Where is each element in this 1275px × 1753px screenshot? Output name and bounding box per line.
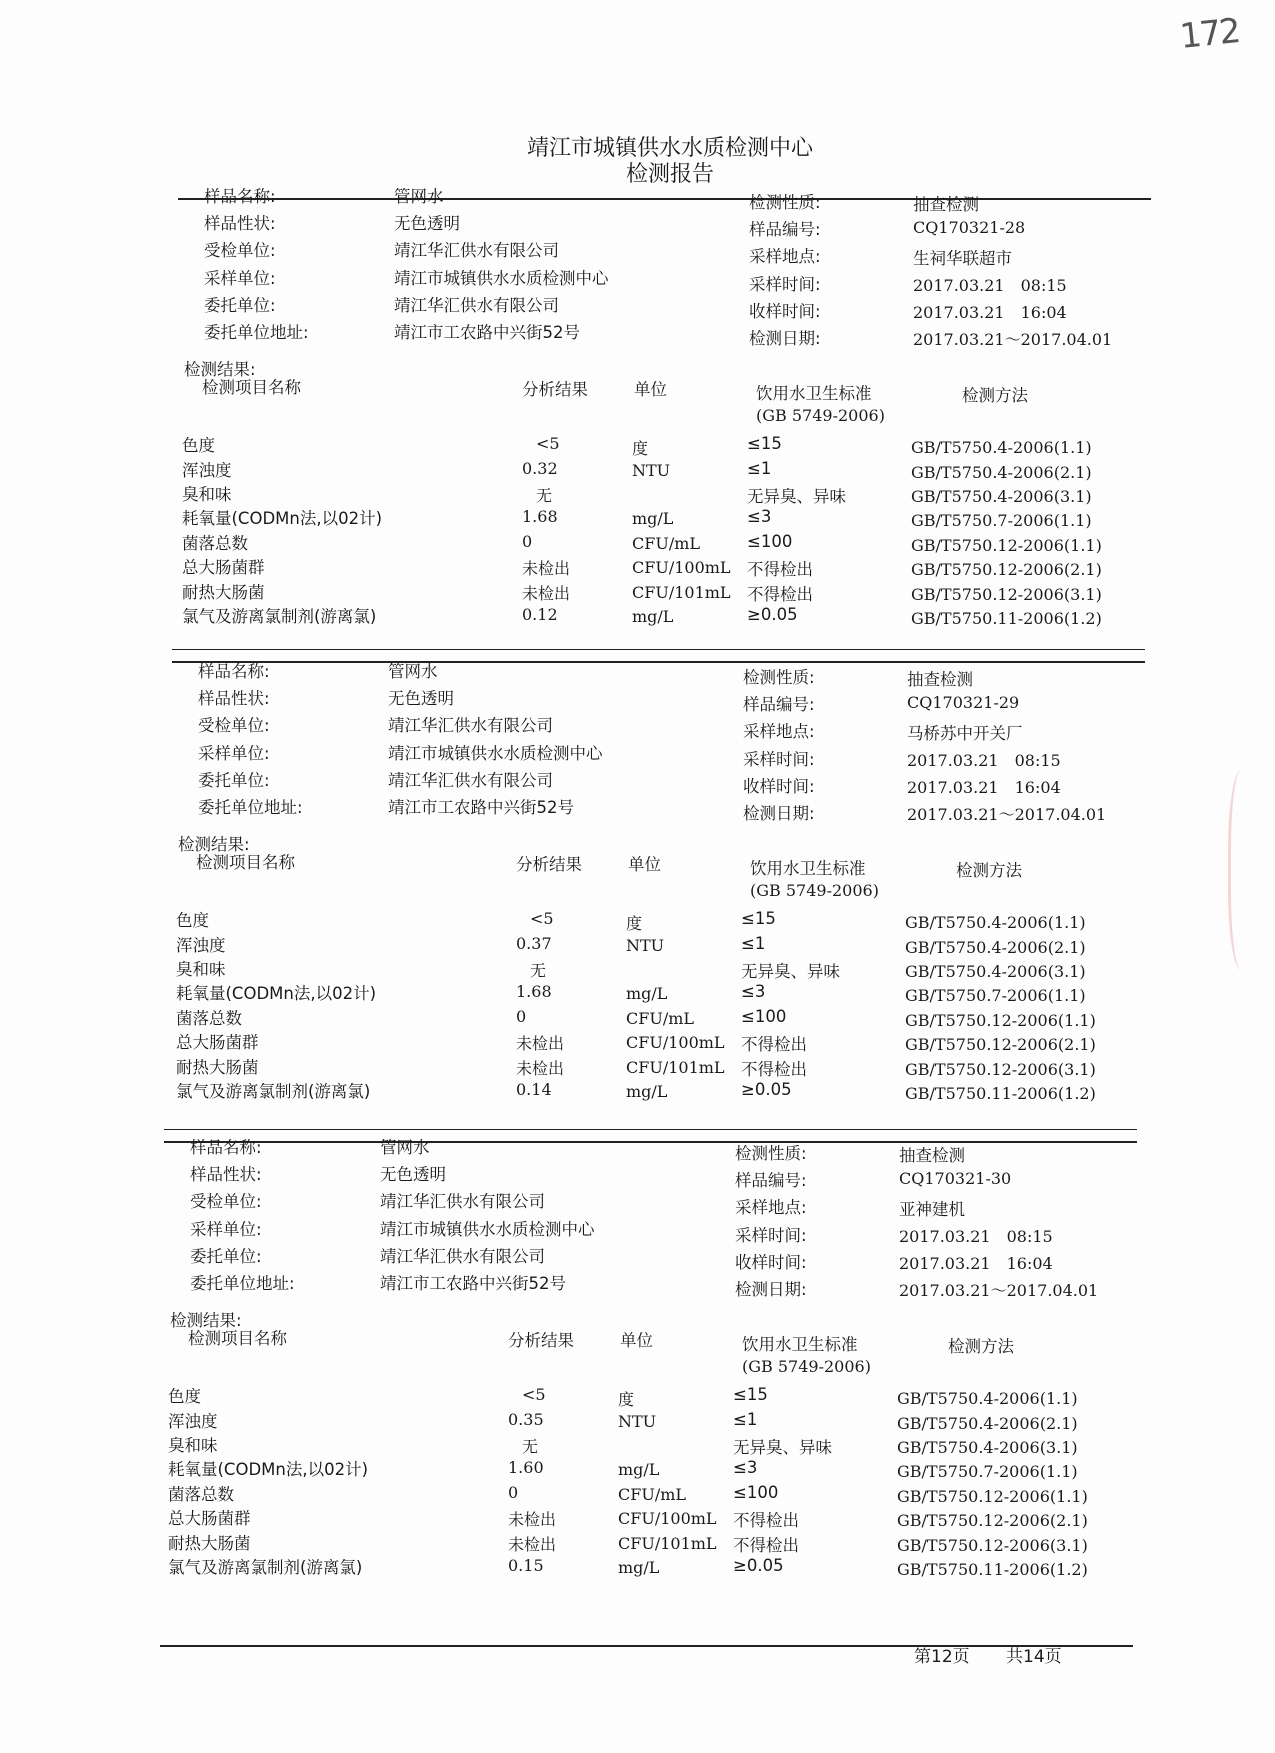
row-std: 不得检出 (741, 1035, 807, 1055)
row-method: GB/T5750.4-2006(3.1) (897, 1438, 1078, 1457)
field-label: 收样时间: (749, 301, 821, 321)
col-header-result: 分析结果 (522, 380, 588, 400)
field-label: 委托单位: (190, 1246, 262, 1266)
row-std: ≤15 (741, 909, 776, 929)
row-result: 0.12 (522, 605, 558, 624)
row-result: 0.37 (516, 933, 552, 953)
col-header-unit: 单位 (628, 855, 661, 875)
row-std: 无异臭、异味 (733, 1438, 832, 1457)
row-unit: CFU/100mL (632, 558, 731, 578)
row-unit: CFU/101mL (626, 1057, 725, 1077)
field-label: 样品性状: (204, 214, 276, 234)
col-header-method: 检测方法 (956, 861, 1022, 881)
row-item: 耐热大肠菌 (182, 582, 265, 602)
field-value-site: 马桥苏中开关厂 (907, 724, 1023, 744)
row-method: GB/T5750.11-2006(1.2) (897, 1560, 1088, 1579)
row-method: GB/T5750.4-2006(1.1) (897, 1389, 1078, 1409)
row-method: GB/T5750.12-2006(1.1) (905, 1010, 1096, 1030)
results-label: 检测结果: (170, 1311, 242, 1331)
row-item: 浑浊度 (168, 1411, 218, 1431)
field-value-test-date: 2017.03.21～2017.04.01 (913, 330, 1113, 349)
field-value-client: 靖江华汇供水有限公司 (388, 770, 553, 790)
row-std: ≤1 (733, 1409, 758, 1429)
field-label: 受检单位: (198, 716, 270, 736)
field-label: 采样单位: (190, 1219, 262, 1239)
report-org-title: 靖江市城镇供水水质检测中心 (526, 136, 813, 161)
row-std: ≤100 (741, 1006, 787, 1026)
field-label: 采样单位: (198, 743, 270, 763)
row-result: 未检出 (508, 1534, 557, 1554)
block-top-rule (172, 661, 1145, 663)
row-result: <5 (522, 1385, 546, 1405)
col-header-result: 分析结果 (516, 855, 582, 875)
field-value-receive-time: 2017.03.21 16:04 (913, 302, 1067, 322)
row-method: GB/T5750.7-2006(1.1) (897, 1462, 1078, 1482)
row-unit: 度 (632, 439, 649, 459)
row-item: 臭和味 (168, 1436, 218, 1455)
field-label: 样品性状: (198, 689, 270, 709)
row-unit: mg/L (626, 984, 668, 1004)
col-header-std: 饮用水卫生标准 (756, 384, 872, 404)
row-std: ≥0.05 (747, 605, 798, 624)
field-label: 收样时间: (743, 776, 815, 796)
field-label: 委托单位: (198, 770, 270, 790)
block-top-rule (164, 1141, 1137, 1143)
row-unit: mg/L (618, 1460, 660, 1480)
row-unit: NTU (626, 935, 665, 955)
footer-page: 第12页 (914, 1647, 970, 1667)
faded-stamp-mark (1228, 770, 1261, 970)
row-unit: CFU/101mL (618, 1533, 717, 1553)
row-result: <5 (530, 909, 554, 929)
row-method: GB/T5750.4-2006(3.1) (911, 487, 1092, 506)
row-unit: 度 (618, 1390, 635, 1410)
field-label: 委托单位地址: (204, 323, 309, 342)
field-label: 受检单位: (190, 1192, 262, 1212)
field-value-nature: 抽查检测 (899, 1146, 965, 1165)
field-value-site: 生祠华联超市 (913, 249, 1012, 269)
field-label: 采样地点: (749, 247, 821, 267)
field-value-sample-no: CQ170321-28 (913, 218, 1026, 238)
row-method: GB/T5750.12-2006(3.1) (897, 1535, 1088, 1555)
col-header-method: 检测方法 (948, 1337, 1014, 1357)
row-result: 未检出 (508, 1510, 557, 1530)
row-result: 0.14 (516, 1080, 552, 1099)
field-label: 样品性状: (190, 1165, 262, 1185)
handwritten-page-number: 172 (1178, 11, 1241, 57)
row-std: 不得检出 (747, 560, 813, 580)
field-label: 采样单位: (204, 268, 276, 288)
field-value-sample-no: CQ170321-29 (907, 693, 1020, 713)
row-item: 氯气及游离氯制剂(游离氯) (168, 1558, 363, 1577)
field-label: 采样时间: (743, 749, 815, 769)
row-item: 菌落总数 (176, 1008, 242, 1028)
field-value-nature: 抽查检测 (907, 670, 973, 689)
field-label: 检测日期: (749, 329, 821, 348)
field-label: 检测日期: (735, 1280, 807, 1299)
row-method: GB/T5750.4-2006(1.1) (905, 913, 1086, 933)
field-value-sampling-unit: 靖江市城镇供水水质检测中心 (388, 743, 603, 763)
row-result: 0 (508, 1482, 519, 1502)
col-header-std-code: (GB 5749-2006) (742, 1357, 871, 1377)
row-std: ≤15 (733, 1385, 768, 1405)
field-label: 采样时间: (735, 1225, 807, 1245)
field-value-sampling-unit: 靖江市城镇供水水质检测中心 (394, 268, 609, 288)
col-header-unit: 单位 (634, 380, 667, 400)
row-result: <5 (536, 434, 560, 454)
row-std: ≤3 (747, 507, 772, 527)
field-value-receive-time: 2017.03.21 16:04 (899, 1253, 1053, 1273)
row-unit: mg/L (632, 607, 674, 626)
col-header-item: 检测项目名称 (188, 1329, 287, 1349)
field-value-client: 靖江华汇供水有限公司 (380, 1246, 545, 1266)
row-method: GB/T5750.7-2006(1.1) (911, 511, 1092, 531)
field-label: 检测日期: (743, 804, 815, 823)
field-label: 样品编号: (743, 695, 815, 715)
row-std: ≤3 (733, 1458, 758, 1478)
field-label: 采样时间: (749, 274, 821, 294)
row-std: 不得检出 (741, 1059, 807, 1079)
row-result: 1.68 (516, 982, 552, 1002)
row-method: GB/T5750.7-2006(1.1) (905, 986, 1086, 1006)
row-std: 不得检出 (733, 1511, 799, 1531)
row-unit: CFU/100mL (626, 1033, 725, 1053)
row-method: GB/T5750.4-2006(2.1) (897, 1413, 1078, 1433)
field-label: 委托单位地址: (190, 1274, 295, 1293)
field-label: 样品名称: (198, 662, 270, 681)
row-result: 无 (536, 486, 553, 505)
field-label: 委托单位: (204, 295, 276, 315)
row-result: 0.32 (522, 458, 558, 478)
report-doc-title: 检测报告 (625, 162, 714, 187)
results-label: 检测结果: (178, 835, 250, 855)
col-header-result: 分析结果 (508, 1331, 574, 1351)
field-label: 采样地点: (735, 1198, 807, 1218)
row-result: 0 (516, 1006, 527, 1026)
row-unit: mg/L (626, 1082, 668, 1101)
row-std: 不得检出 (747, 584, 813, 604)
row-method: GB/T5750.12-2006(3.1) (905, 1059, 1096, 1079)
field-label: 检测性质: (743, 668, 815, 687)
row-item: 耗氧量(CODMn法,以02计) (176, 984, 377, 1004)
row-std: 无异臭、异味 (741, 962, 840, 981)
row-item: 色度 (168, 1387, 201, 1407)
field-value-client-addr: 靖江市工农路中兴街52号 (394, 323, 580, 342)
row-result: 0.35 (508, 1409, 544, 1429)
bottom-rule (160, 1645, 1133, 1647)
row-result: 未检出 (522, 583, 571, 603)
row-std: ≤100 (733, 1482, 779, 1502)
field-value-inspected-unit: 靖江华汇供水有限公司 (388, 716, 553, 736)
row-std: ≤1 (747, 458, 772, 478)
block-separator-rule (164, 1129, 1137, 1130)
row-item: 总大肠菌群 (176, 1033, 259, 1053)
field-value-inspected-unit: 靖江华汇供水有限公司 (380, 1192, 545, 1212)
row-result: 无 (522, 1437, 539, 1456)
row-std: 不得检出 (733, 1535, 799, 1555)
row-unit: 度 (626, 914, 643, 934)
row-std: 无异臭、异味 (747, 487, 846, 506)
row-item: 耐热大肠菌 (176, 1057, 259, 1077)
row-method: GB/T5750.12-2006(1.1) (897, 1486, 1088, 1506)
row-item: 总大肠菌群 (168, 1509, 251, 1529)
row-unit: CFU/mL (632, 533, 701, 553)
field-value-inspected-unit: 靖江华汇供水有限公司 (394, 241, 559, 261)
row-item: 色度 (176, 911, 209, 931)
field-label: 采样地点: (743, 722, 815, 742)
field-label: 收样时间: (735, 1252, 807, 1272)
block-separator-rule (172, 649, 1145, 650)
field-value-nature: 抽查检测 (913, 195, 979, 214)
row-unit: CFU/101mL (632, 582, 731, 602)
row-item: 耗氧量(CODMn法,以02计) (168, 1460, 369, 1480)
col-header-std-code: (GB 5749-2006) (756, 406, 885, 426)
field-value-client-addr: 靖江市工农路中兴街52号 (388, 798, 574, 817)
row-item: 耐热大肠菌 (168, 1533, 251, 1553)
field-value-sample-no: CQ170321-30 (899, 1169, 1012, 1189)
row-result: 1.60 (508, 1458, 544, 1478)
field-value-sampling-unit: 靖江市城镇供水水质检测中心 (380, 1219, 595, 1239)
field-value-site: 亚神建机 (899, 1200, 965, 1220)
col-header-std: 饮用水卫生标准 (742, 1335, 858, 1355)
row-std: ≥0.05 (733, 1556, 784, 1575)
field-label: 委托单位地址: (198, 798, 303, 817)
row-item: 氯气及游离氯制剂(游离氯) (182, 607, 377, 626)
row-item: 总大肠菌群 (182, 558, 265, 578)
row-item: 氯气及游离氯制剂(游离氯) (176, 1082, 371, 1101)
row-unit: CFU/100mL (618, 1509, 717, 1529)
col-header-unit: 单位 (620, 1331, 653, 1351)
row-unit: NTU (618, 1411, 657, 1431)
field-label: 样品编号: (749, 220, 821, 240)
field-label: 样品编号: (735, 1171, 807, 1191)
col-header-std: 饮用水卫生标准 (750, 859, 866, 879)
row-std: ≤3 (741, 982, 766, 1002)
row-method: GB/T5750.11-2006(1.2) (905, 1084, 1096, 1103)
footer-total: 共14页 (1006, 1647, 1062, 1667)
field-label: 检测性质: (735, 1144, 807, 1163)
row-result: 无 (530, 961, 547, 980)
row-method: GB/T5750.4-2006(3.1) (905, 962, 1086, 981)
row-item: 臭和味 (176, 960, 226, 979)
row-unit: mg/L (632, 509, 674, 529)
field-value-test-date: 2017.03.21～2017.04.01 (907, 805, 1107, 824)
results-label: 检测结果: (184, 360, 256, 380)
row-method: GB/T5750.12-2006(2.1) (905, 1035, 1096, 1055)
row-item: 耗氧量(CODMn法,以02计) (182, 509, 383, 529)
field-value-sample-name: 管网水 (380, 1138, 430, 1157)
field-value-sample-name: 管网水 (394, 187, 444, 206)
row-item: 菌落总数 (168, 1484, 234, 1504)
field-value-sample-state: 无色透明 (394, 214, 460, 234)
field-value-sample-state: 无色透明 (380, 1165, 446, 1185)
row-item: 臭和味 (182, 485, 232, 504)
row-std: ≤15 (747, 434, 782, 454)
col-header-item: 检测项目名称 (202, 378, 301, 398)
row-method: GB/T5750.4-2006(2.1) (911, 462, 1092, 482)
field-value-sample-time: 2017.03.21 08:15 (907, 750, 1061, 770)
field-label: 受检单位: (204, 241, 276, 261)
row-result: 未检出 (516, 1058, 565, 1078)
row-method: GB/T5750.4-2006(1.1) (911, 438, 1092, 458)
row-method: GB/T5750.12-2006(2.1) (911, 560, 1102, 580)
row-method: GB/T5750.11-2006(1.2) (911, 609, 1102, 628)
row-std: ≥0.05 (741, 1080, 792, 1099)
row-unit: CFU/mL (618, 1484, 687, 1504)
row-unit: mg/L (618, 1558, 660, 1577)
row-std: ≤1 (741, 933, 766, 953)
field-label: 样品名称: (190, 1138, 262, 1157)
field-value-receive-time: 2017.03.21 16:04 (907, 777, 1061, 797)
col-header-method: 检测方法 (962, 386, 1028, 406)
row-method: GB/T5750.12-2006(3.1) (911, 584, 1102, 604)
row-method: GB/T5750.4-2006(2.1) (905, 937, 1086, 957)
field-label: 样品名称: (204, 187, 276, 206)
row-result: 0.15 (508, 1556, 544, 1575)
row-item: 色度 (182, 436, 215, 456)
row-item: 菌落总数 (182, 533, 248, 553)
row-unit: NTU (632, 460, 671, 480)
field-value-sample-state: 无色透明 (388, 689, 454, 709)
field-value-client: 靖江华汇供水有限公司 (394, 295, 559, 315)
row-result: 未检出 (522, 559, 571, 579)
row-std: ≤100 (747, 531, 793, 551)
field-value-sample-time: 2017.03.21 08:15 (913, 275, 1067, 295)
row-item: 浑浊度 (176, 935, 226, 955)
field-value-sample-name: 管网水 (388, 662, 438, 681)
col-header-std-code: (GB 5749-2006) (750, 881, 879, 901)
row-result: 0 (522, 531, 533, 551)
block-top-rule (178, 198, 1151, 200)
col-header-item: 检测项目名称 (196, 853, 295, 873)
field-value-sample-time: 2017.03.21 08:15 (899, 1226, 1053, 1246)
row-result: 未检出 (516, 1034, 565, 1054)
field-label: 检测性质: (749, 193, 821, 212)
field-value-client-addr: 靖江市工农路中兴街52号 (380, 1274, 566, 1293)
row-unit: CFU/mL (626, 1008, 695, 1028)
field-value-test-date: 2017.03.21～2017.04.01 (899, 1281, 1099, 1300)
row-method: GB/T5750.12-2006(1.1) (911, 535, 1102, 555)
row-item: 浑浊度 (182, 460, 232, 480)
row-method: GB/T5750.12-2006(2.1) (897, 1511, 1088, 1531)
row-result: 1.68 (522, 507, 558, 527)
